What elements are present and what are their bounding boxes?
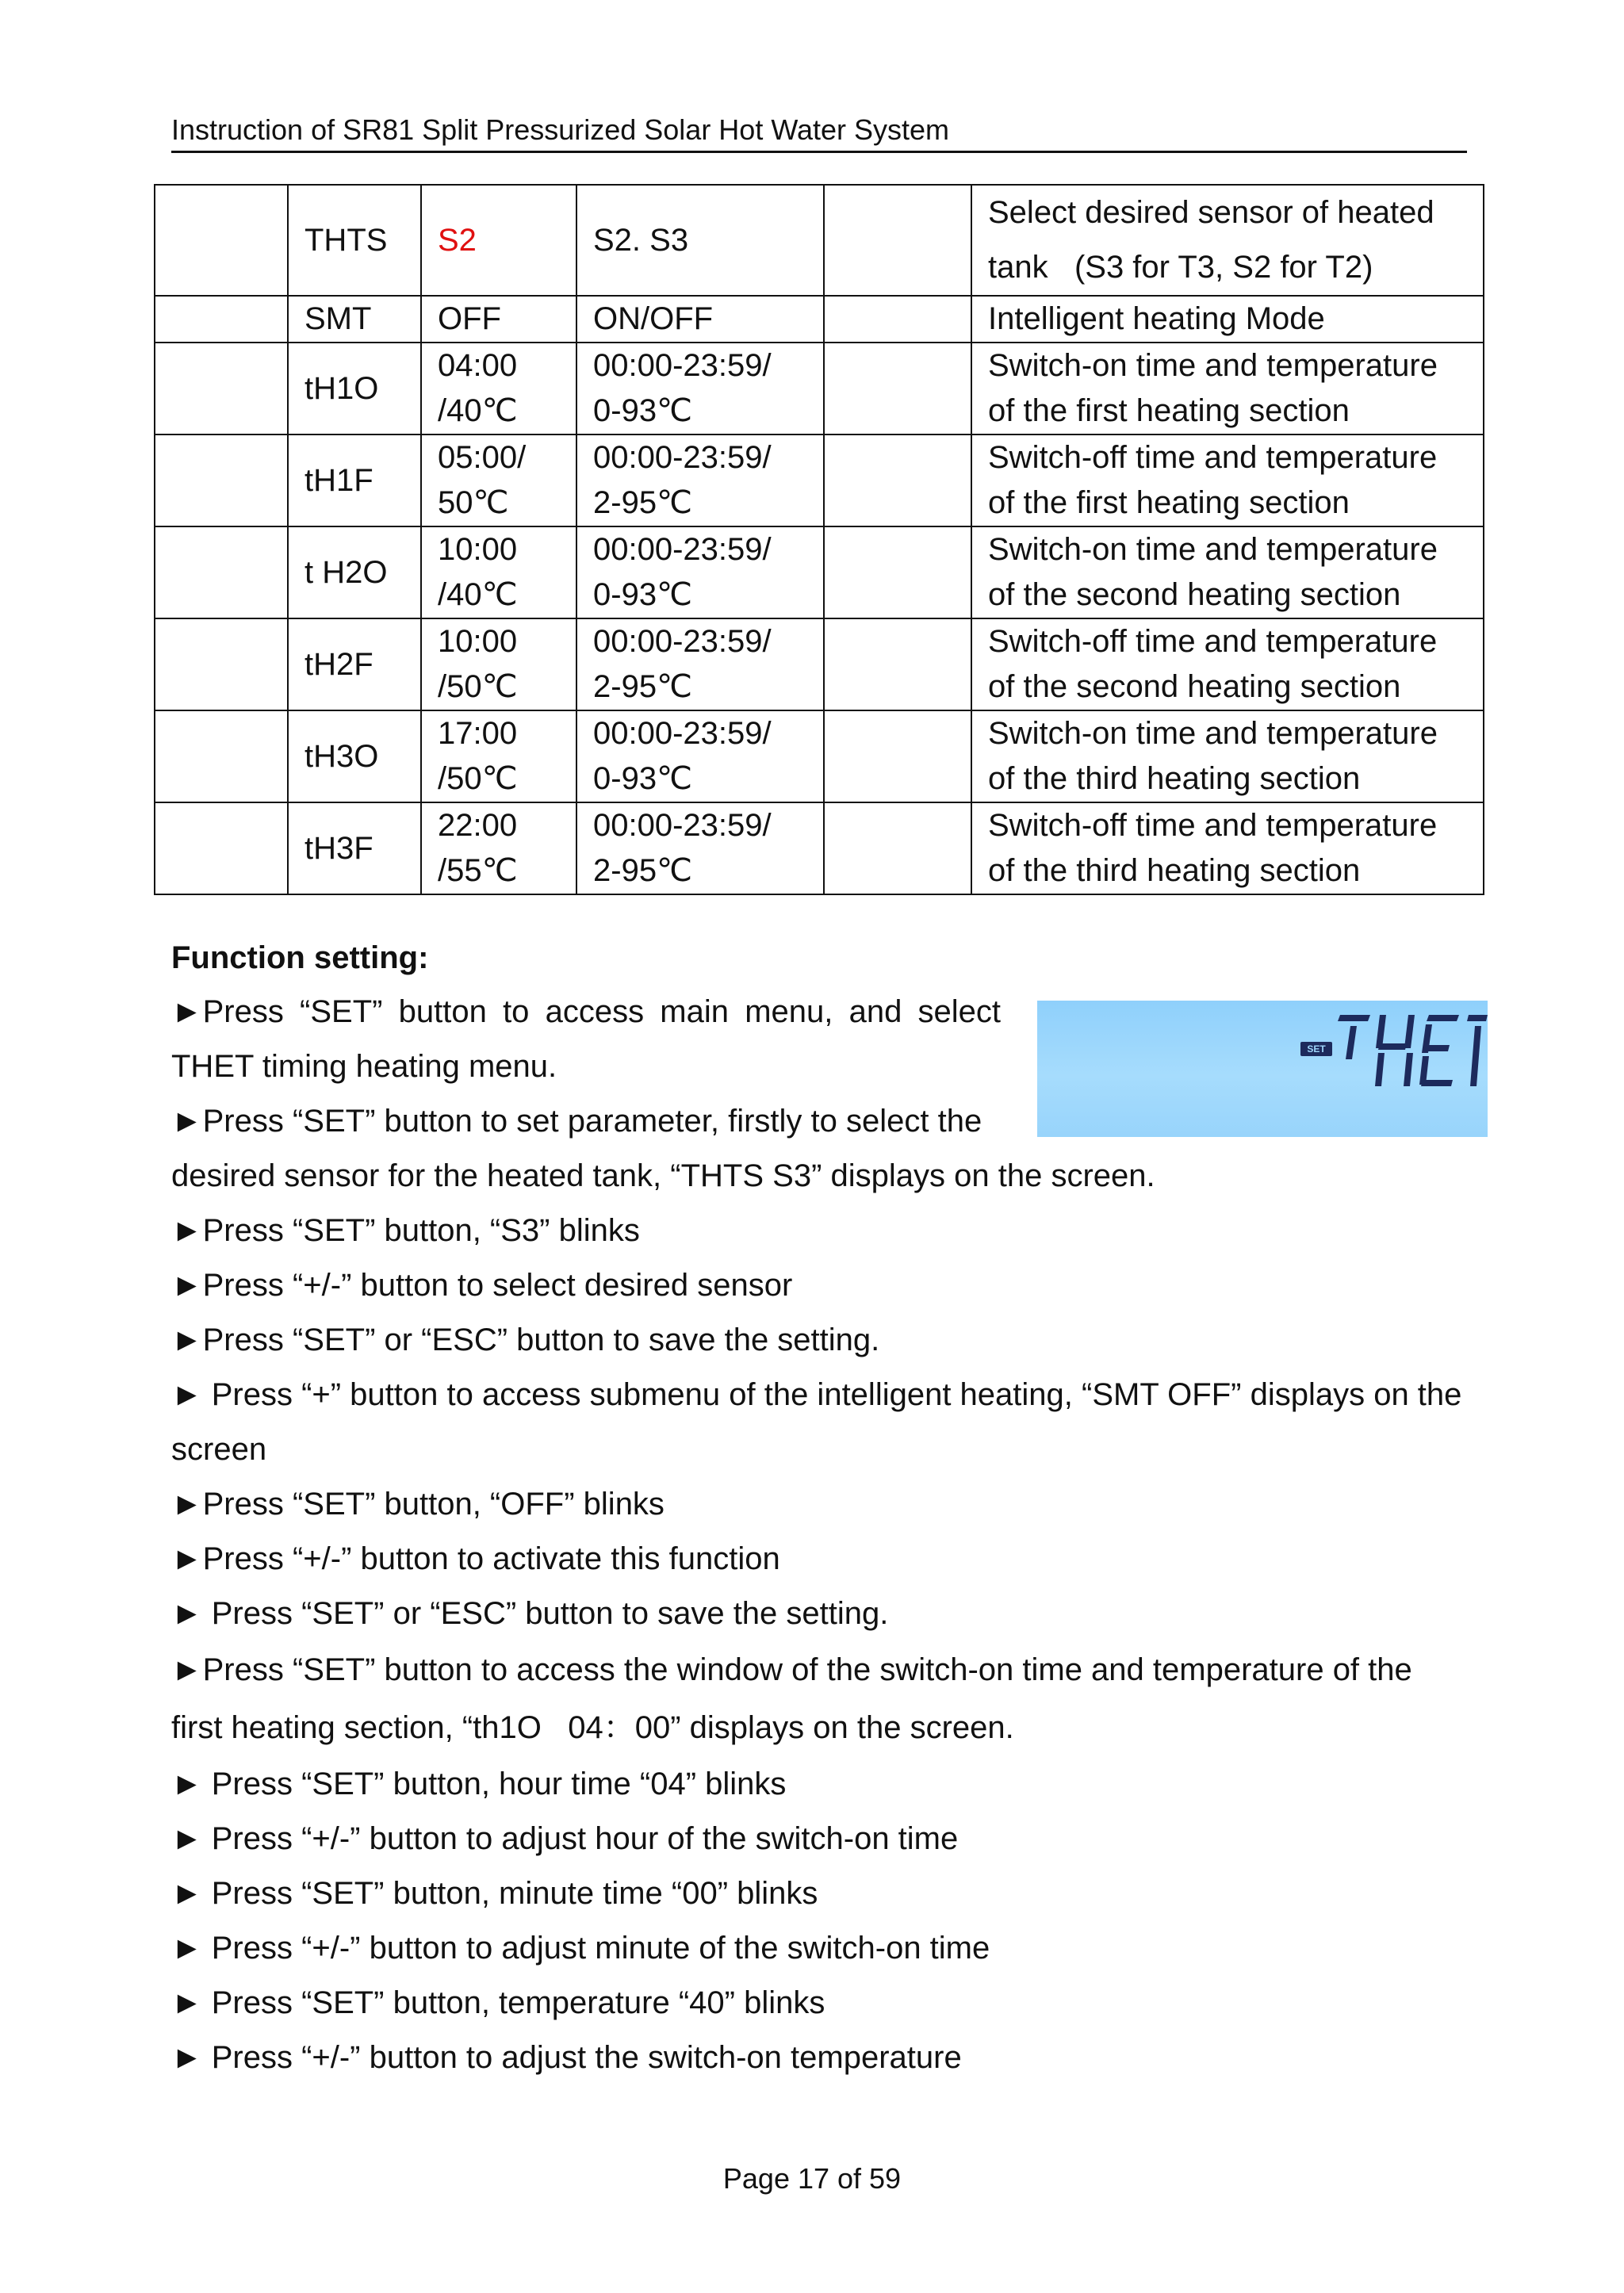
table-cell-code: tH1F <box>288 434 421 526</box>
table-cell-range: ON/OFF <box>576 296 824 343</box>
step-text: ►Press “SET” button, “OFF” blinks <box>171 1487 665 1522</box>
step-text: ►Press “SET” button to access the window of the switch-on time and temperature of the first heating section, “th1O 04：00” displays on the screen. <box>171 1652 1412 1745</box>
table-cell-code: THTS <box>288 185 421 296</box>
table-row <box>155 343 1484 434</box>
table-cell-default: 04:00 /40℃ <box>421 343 576 434</box>
table-cell-empty <box>824 710 971 802</box>
table-cell-description <box>971 296 1484 343</box>
table-cell-empty <box>155 802 288 894</box>
step-text: ►Press “SET” button, “S3” blinks <box>171 1213 640 1248</box>
step-text: ►Press “+/-” button to activate this function <box>171 1541 780 1576</box>
description-line: tank (S3 for T3, S2 for T2) <box>988 250 1373 285</box>
table-cell-range: 00:00-23:59/ 0-93℃ <box>576 526 824 618</box>
table-cell-description <box>971 434 1484 526</box>
description-line: Switch-on time and temperature <box>988 716 1438 751</box>
table-row <box>155 618 1484 710</box>
description-line: Switch-off time and temperature <box>988 808 1438 843</box>
step-text: ► Press “SET” button, hour time “04” blinks <box>171 1767 787 1801</box>
table-cell-empty <box>824 434 971 526</box>
step-text-line: ►Press “SET” button to set parameter, firstly to select the <box>171 1104 982 1139</box>
step-text: ►Press “+/-” button to select desired sensor <box>171 1268 793 1303</box>
table-cell-code: tH3O <box>288 710 421 802</box>
description-line: of the first heating section <box>988 485 1350 520</box>
step-text: ► Press “SET” button, minute time “00” blinks <box>171 1876 818 1911</box>
table-row <box>155 526 1484 618</box>
description-line: of the second heating section <box>988 577 1401 612</box>
table-cell-code: tH3F <box>288 802 421 894</box>
table-cell-empty <box>155 618 288 710</box>
table-cell-code: tH1O <box>288 343 421 434</box>
description-line: Intelligent heating Mode <box>988 301 1325 336</box>
step-text: ► Press “+/-” button to adjust minute of the switch-on time <box>171 1931 990 1966</box>
table-cell-code: t H2O <box>288 526 421 618</box>
table-cell-code: SMT <box>288 296 421 343</box>
step-text: ► Press “SET” or “ESC” button to save the setting. <box>171 1596 889 1631</box>
description-line: Switch-off time and temperature <box>988 440 1438 475</box>
lcd-thet-segments <box>1338 1015 1488 1086</box>
table-cell-empty <box>824 802 971 894</box>
step-text-line: desired sensor for the heated tank, “THTS S3” displays on the screen. <box>171 1158 1155 1193</box>
table-cell-empty <box>824 618 971 710</box>
page-number: Page 17 of 59 <box>722 2162 902 2195</box>
description-line: Switch-on time and temperature <box>988 532 1438 567</box>
table-cell-empty <box>824 343 971 434</box>
parameter-table <box>154 184 1484 895</box>
table-cell-range: 00:00-23:59/ 2-95℃ <box>576 802 824 894</box>
table-cell-default: OFF <box>421 296 576 343</box>
description-line: of the third heating section <box>988 853 1361 888</box>
table-cell-default: 17:00 /50℃ <box>421 710 576 802</box>
table-cell-range: 00:00-23:59/ 0-93℃ <box>576 710 824 802</box>
table-cell-range: 00:00-23:59/ 2-95℃ <box>576 434 824 526</box>
table-row <box>155 802 1484 894</box>
function-setting-heading: Function setting: <box>171 940 429 975</box>
table-cell-description <box>971 526 1484 618</box>
step-text: ► Press “+/-” button to adjust the switch-on temperature <box>171 2040 962 2075</box>
step-text: ► Press “+” button to access submenu of the intelligent heating, “SMT OFF” displays on the screen <box>171 1377 1462 1467</box>
step-text-start <box>171 1094 1155 1204</box>
lcd-display-image <box>1037 1001 1488 1137</box>
table-cell-default: S2 <box>421 185 576 296</box>
table-row <box>155 434 1484 526</box>
steps-list <box>171 1204 1472 2085</box>
table-cell-empty <box>824 296 971 343</box>
table-cell-empty <box>155 185 288 296</box>
table-cell-range: 00:00-23:59/ 2-95℃ <box>576 618 824 710</box>
table-cell-description <box>971 710 1484 802</box>
document-header: Instruction of SR81 Split Pressurized Solar Hot Water System <box>171 113 1467 153</box>
table-cell-default: 10:00 /40℃ <box>421 526 576 618</box>
table-cell-code: tH2F <box>288 618 421 710</box>
lcd-set-label: SET <box>1307 1043 1326 1055</box>
step-text: ► Press “+/-” button to adjust hour of the switch-on time <box>171 1821 959 1856</box>
description-line: of the first heating section <box>988 393 1350 428</box>
table-row <box>155 185 1484 296</box>
table-cell-empty <box>155 710 288 802</box>
table-cell-description <box>971 343 1484 434</box>
table-cell-empty <box>824 526 971 618</box>
table-cell-description <box>971 185 1484 296</box>
table-cell-range: 00:00-23:59/ 0-93℃ <box>576 343 824 434</box>
table-cell-empty <box>155 434 288 526</box>
lcd-segment-display <box>1037 1001 1488 1137</box>
step-text: ► Press “SET” button, temperature “40” blinks <box>171 1985 825 2020</box>
table-cell-default: 22:00 /55℃ <box>421 802 576 894</box>
table-cell-empty <box>824 185 971 296</box>
description-line: of the third heating section <box>988 761 1361 796</box>
step-text: ►Press “SET” button to access main menu, and select THET timing heating menu. <box>171 994 1001 1084</box>
description-line: Switch-on time and temperature <box>988 348 1438 383</box>
description-line: Switch-off time and temperature <box>988 624 1438 659</box>
table-cell-default: 05:00/ 50℃ <box>421 434 576 526</box>
table-cell-empty <box>155 526 288 618</box>
description-line: of the second heating section <box>988 669 1401 704</box>
table-cell-default: 10:00 /50℃ <box>421 618 576 710</box>
description-line: Select desired sensor of heated <box>988 195 1434 230</box>
table-cell-description <box>971 618 1484 710</box>
table-row <box>155 710 1484 802</box>
table-cell-range: S2. S3 <box>576 185 824 296</box>
step-text: ►Press “SET” or “ESC” button to save the setting. <box>171 1323 880 1357</box>
table-row <box>155 296 1484 343</box>
table-cell-empty <box>155 296 288 343</box>
table-cell-empty <box>155 343 288 434</box>
table-cell-description <box>971 802 1484 894</box>
